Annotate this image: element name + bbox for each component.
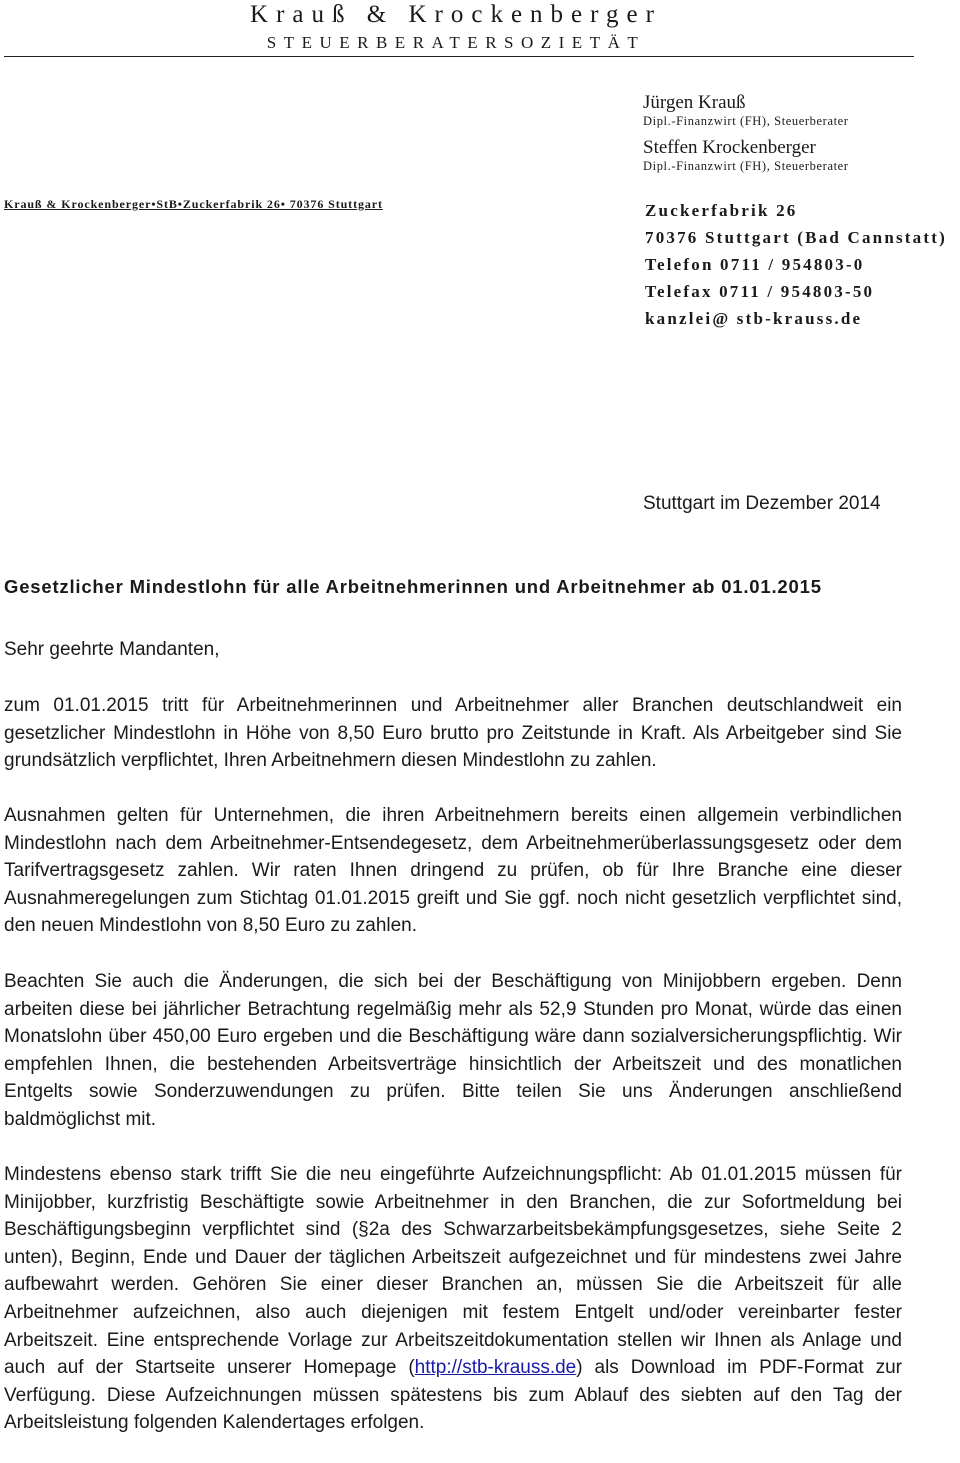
paragraph-exceptions [4, 802, 902, 940]
firm-name: Krauß & Krockenberger [250, 1, 662, 28]
partner-2-title: Dipl.-Finanzwirt (FH), Steuerberater [643, 159, 849, 173]
firm-subtitle: STEUERBERATERSOZIETÄT [266, 33, 646, 52]
sender-return-address: Krauß & Krockenberger•StB•Zuckerfabrik 26• 70376 Stuttgart [4, 197, 383, 211]
paragraph-4-text-start: Mindestens ebenso stark trifft Sie die neu eingeführte Aufzeichnungspflicht: Ab 01.01.2015 müssen für Minijobber, kurzfristig Beschäftigte sowie Arbeitnehmer in den Branchen, die zur Sofortmeldung bei Beschäftigungsbeginn verpflichtet sind (§2a des Schwarzarbeitsbekämpfungsgesetzes, siehe Seite 2 unten), Beginn, Ende und Dauer der täglichen Arbeitszeit aufgezeichnet und für mindestens zwei Jahre aufbewahrt werden. Gehören Sie einer dieser Branchen an, müssen Sie die Arbeitszeit für alle Arbeitnehmer aufzeichnen, also auch diejenigen mit festem Entgelt und/oder vereinbarter fester Arbeitszeit. Eine entsprechende Vorlage zur Arbeitszeitdokumentation stellen wir Ihnen als Anlage und auch auf der Startseite unserer Homepage ( [4, 1164, 902, 1379]
paragraph-minijobs [4, 968, 902, 1134]
partner-2 [643, 137, 849, 174]
paragraph-minimum-wage [4, 692, 902, 775]
letter-subject: Gesetzlicher Mindestlohn für alle Arbeitnehmerinnen und Arbeitnehmer ab 01.01.2015 [4, 576, 822, 597]
contact-city: 70376 Stuttgart (Bad Cannstatt) [645, 228, 947, 247]
paragraph-3-text: Beachten Sie auch die Änderungen, die sich bei der Beschäftigung von Minijobbern ergeben. Denn arbeiten diese bei jährlicher Betrachtung regelmäßig mehr als 52,9 Stunden pro Monat, würde das einen Monatslohn über 450,00 Euro ergeben und die Beschäftigung wäre dann sozialversicherungspflichtig. Wir empfehlen Ihnen, die bestehenden Arbeitsverträge hinsichtlich der Arbeitszeit und des monatlichen Entgelts sowie Sonderzuwendungen zu prüfen. Bitte teilen Sie uns Änderungen anschließend baldmöglichst mit. [4, 971, 902, 1130]
paragraph-2-text: Ausnahmen gelten für Unternehmen, die ihren Arbeitnehmern bereits einen allgemein verbindlichen Mindestlohn nach dem Arbeitnehmer-Entsendegesetz, dem Arbeitnehmerüberlassungsgesetz oder dem Tarifvertragsgesetz zahlen. Wir raten Ihnen dringend zu prüfen, ob für Ihre Branche eine dieser Ausnahmeregelungen zum Stichtag 01.01.2015 greift und Sie ggf. noch nicht gesetzlich verpflichtet sind, den neuen Mindestlohn von 8,50 Euro zu zahlen. [4, 805, 902, 937]
date-line: Stuttgart im Dezember 2014 [643, 493, 881, 514]
partner-2-name: Steffen Krockenberger [643, 137, 816, 158]
paragraph-4-text [4, 1161, 902, 1437]
contact-email[interactable]: kanzlei@ stb-krauss.de [645, 309, 863, 328]
paragraph-1-text: zum 01.01.2015 tritt für Arbeitnehmerinnen und Arbeitnehmer aller Branchen deutschlandweit ein gesetzlicher Mindestlohn in Höhe von 8,50 Euro brutto pro Zeitstunde in Kraft. Als Arbeitgeber sind Sie grundsätzlich verpflichtet, Ihren Arbeitnehmern diesen Mindestlohn zu zahlen. [4, 695, 902, 772]
contact-phone: Telefon 0711 / 954803-0 [645, 255, 865, 274]
partner-1-name: Jürgen Krauß [643, 92, 746, 113]
salutation: Sehr geehrte Mandanten, [4, 639, 220, 660]
contact-street: Zuckerfabrik 26 [645, 201, 798, 220]
paragraph-recording-duty [4, 1161, 902, 1437]
homepage-link[interactable]: http://stb-krauss.de [414, 1357, 577, 1379]
paragraph-4-text-end: ) als Download im PDF-Format zur Verfügung. Diese Aufzeichnungen müssen spätestens bis zum Ablauf des siebten auf den Tag der Arbeitsleistung folgenden Kalendertages erfolgen. [4, 1357, 902, 1434]
header-rule [4, 56, 914, 57]
contact-fax: Telefax 0711 / 954803-50 [645, 282, 875, 301]
partner-1-title: Dipl.-Finanzwirt (FH), Steuerberater [643, 114, 849, 128]
partner-1 [643, 92, 849, 129]
